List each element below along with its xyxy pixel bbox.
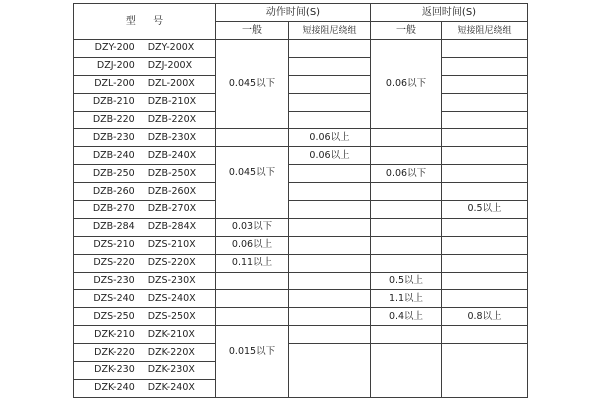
return-damping-cell xyxy=(442,255,528,273)
model-cell xyxy=(74,58,216,76)
header-action-damping: 短接阻尼绕组 xyxy=(289,22,371,40)
action-damping-cell xyxy=(289,40,371,58)
model-cell xyxy=(74,165,216,183)
action-damping-cell xyxy=(289,273,371,291)
model-code-x: DZS-250X xyxy=(147,310,196,322)
model-code-x: DZK-230X xyxy=(147,364,195,376)
model-cell xyxy=(74,255,216,273)
return-damping-cell xyxy=(442,40,528,58)
model-code: DZS-240 xyxy=(93,292,135,304)
model-cell xyxy=(74,129,216,147)
action-general-cell: 0.015以下 xyxy=(216,326,289,398)
header-return-damping: 短接阻尼绕组 xyxy=(442,22,528,40)
model-code: DZB-260 xyxy=(92,185,135,197)
model-cell xyxy=(74,40,216,58)
return-damping-cell: 0.8以上 xyxy=(442,308,528,326)
model-code: DZB-284 xyxy=(92,221,135,233)
return-damping-cell xyxy=(442,112,528,130)
return-general-cell: 1.1以上 xyxy=(371,290,442,308)
action-damping-cell xyxy=(289,112,371,130)
action-damping-cell xyxy=(289,165,371,183)
header-action-time: 动作时间(S) xyxy=(216,4,371,22)
model-code: DZB-270 xyxy=(92,203,135,215)
action-damping-cell xyxy=(289,344,371,398)
action-general-cell: 0.03以下 xyxy=(216,219,289,237)
return-damping-cell xyxy=(442,94,528,112)
model-code-x: DZK-240X xyxy=(147,382,195,394)
action-general-cell xyxy=(216,273,289,291)
return-general-cell xyxy=(371,147,442,165)
return-damping-cell xyxy=(442,147,528,165)
spec-table xyxy=(73,3,528,398)
action-damping-cell xyxy=(289,326,371,344)
model-code-x: DZS-230X xyxy=(147,275,196,287)
action-damping-cell xyxy=(289,201,371,219)
action-general-cell: 0.06以上 xyxy=(216,237,289,255)
model-code: DZB-240 xyxy=(92,149,135,161)
return-damping-cell xyxy=(442,129,528,147)
action-general-cell: 0.11以上 xyxy=(216,255,289,273)
model-cell xyxy=(74,237,216,255)
model-code-x: DZB-270X xyxy=(147,203,197,215)
action-damping-cell xyxy=(289,255,371,273)
return-general-cell xyxy=(371,237,442,255)
return-damping-cell: 0.5以上 xyxy=(442,201,528,219)
model-cell xyxy=(74,273,216,291)
header-model: 型 号 xyxy=(74,4,216,40)
model-code-x: DZB-250X xyxy=(147,167,197,179)
model-code-x: DZK-220X xyxy=(147,346,195,358)
model-code-x: DZK-210X xyxy=(147,328,195,340)
model-code: DZL-200 xyxy=(94,78,135,90)
model-code-x: DZB-260X xyxy=(147,185,197,197)
action-damping-cell xyxy=(289,290,371,308)
return-damping-cell xyxy=(442,273,528,291)
header-return-time: 返回时间(S) xyxy=(371,4,528,22)
action-damping-cell xyxy=(289,219,371,237)
return-damping-cell xyxy=(442,183,528,201)
model-code: DZJ-200 xyxy=(96,60,135,72)
model-code-x: DZB-220X xyxy=(147,114,197,125)
model-code: DZS-210 xyxy=(93,239,135,251)
return-general-cell xyxy=(371,255,442,273)
model-code: DZB-210 xyxy=(92,96,135,108)
return-general-cell xyxy=(371,219,442,237)
model-code-x: DZB-240X xyxy=(147,149,197,161)
return-damping-cell xyxy=(442,58,528,76)
model-code-x: DZB-284X xyxy=(147,221,197,233)
model-code: DZK-240 xyxy=(94,382,135,394)
model-code: DZS-230 xyxy=(93,275,135,287)
model-code-x: DZB-210X xyxy=(147,96,197,108)
model-code: DZB-230 xyxy=(92,131,135,143)
action-general-cell xyxy=(216,129,289,147)
model-code-x: DZS-220X xyxy=(147,257,196,269)
action-damping-cell xyxy=(289,308,371,326)
model-cell xyxy=(74,362,216,380)
return-general-cell xyxy=(371,326,442,344)
model-code: DZS-220 xyxy=(93,257,135,269)
action-general-cell xyxy=(216,308,289,326)
model-code-x: DZJ-200X xyxy=(147,60,193,72)
model-code: DZY-200 xyxy=(94,42,135,54)
model-cell xyxy=(74,344,216,362)
action-general-cell: 0.045以下 xyxy=(216,147,289,219)
model-code-x: DZB-230X xyxy=(147,131,197,143)
model-code: DZK-220 xyxy=(94,346,135,358)
return-general-cell xyxy=(371,344,442,398)
action-general-cell xyxy=(216,290,289,308)
action-damping-cell xyxy=(289,76,371,94)
return-damping-cell xyxy=(442,344,528,398)
model-cell xyxy=(74,326,216,344)
model-code: DZK-210 xyxy=(94,328,135,340)
model-cell xyxy=(74,94,216,112)
return-general-cell: 0.06以下 xyxy=(371,40,442,129)
return-damping-cell xyxy=(442,219,528,237)
return-damping-cell xyxy=(442,326,528,344)
model-cell xyxy=(74,308,216,326)
model-code: DZK-230 xyxy=(94,364,135,376)
model-code-x: DZY-200X xyxy=(147,42,195,54)
model-code-x: DZS-240X xyxy=(147,292,196,304)
action-damping-cell xyxy=(289,58,371,76)
return-general-cell: 0.5以上 xyxy=(371,273,442,291)
return-general-cell xyxy=(371,129,442,147)
model-cell xyxy=(74,201,216,219)
return-general-cell xyxy=(371,183,442,201)
return-damping-cell xyxy=(442,237,528,255)
model-cell xyxy=(74,112,216,130)
return-damping-cell xyxy=(442,290,528,308)
action-damping-cell xyxy=(289,94,371,112)
action-damping-cell xyxy=(289,183,371,201)
action-damping-cell xyxy=(289,237,371,255)
model-cell xyxy=(74,290,216,308)
return-general-cell xyxy=(371,201,442,219)
header-action-general: 一般 xyxy=(216,22,289,40)
model-cell xyxy=(74,76,216,94)
model-code-x: DZL-200X xyxy=(147,78,195,90)
return-general-cell: 0.06以下 xyxy=(371,165,442,183)
model-code: DZB-220 xyxy=(92,114,135,125)
model-code-x: DZS-210X xyxy=(147,239,196,251)
header-return-general: 一般 xyxy=(371,22,442,40)
model-cell xyxy=(74,183,216,201)
model-code: DZS-250 xyxy=(93,310,135,322)
model-code: DZB-250 xyxy=(92,167,135,179)
return-general-cell: 0.4以上 xyxy=(371,308,442,326)
action-general-cell: 0.045以下 xyxy=(216,40,289,129)
action-damping-cell: 0.06以上 xyxy=(289,147,371,165)
action-damping-cell: 0.06以上 xyxy=(289,129,371,147)
model-cell xyxy=(74,147,216,165)
model-cell xyxy=(74,219,216,237)
return-damping-cell xyxy=(442,76,528,94)
return-damping-cell xyxy=(442,165,528,183)
model-cell xyxy=(74,380,216,398)
